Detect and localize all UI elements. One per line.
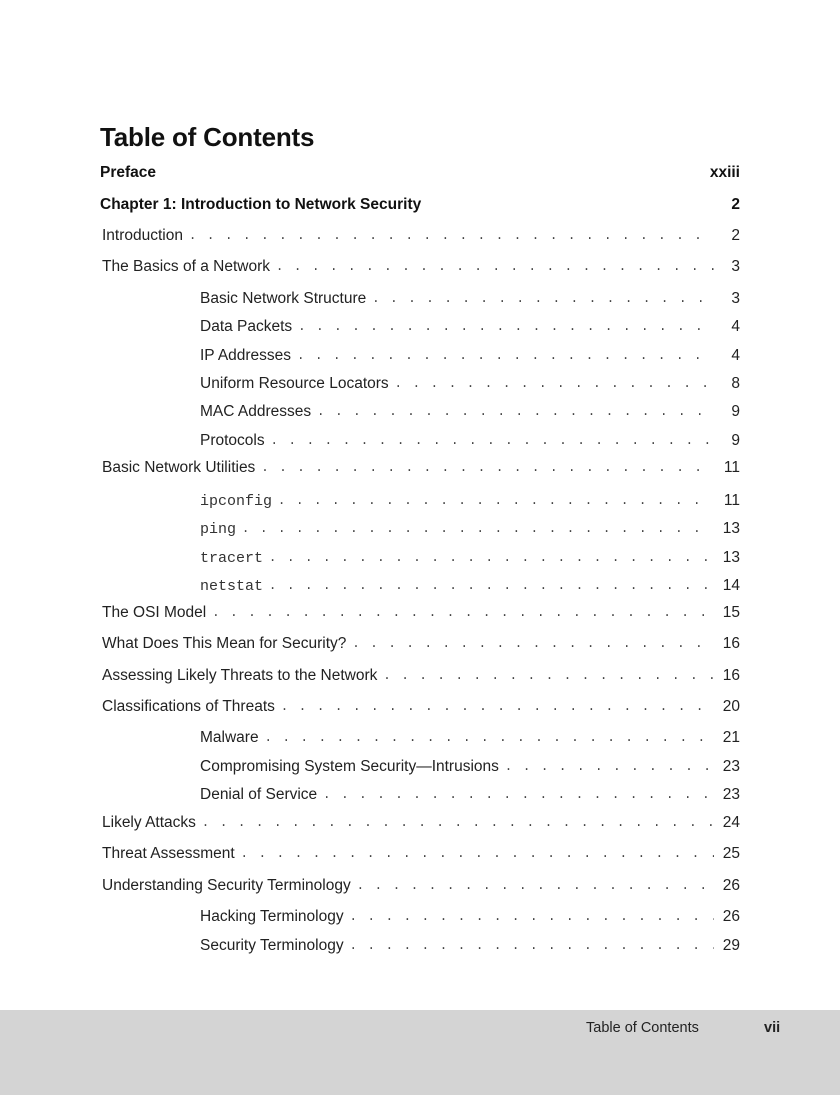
toc-entry-likely-attacks[interactable] [102,812,740,832]
dot-leader [352,636,714,653]
page-footer [0,1010,840,1095]
dot-leader [278,493,714,510]
toc-entry-threat-assessment[interactable] [102,843,740,863]
toc-entry-label: ipconfig [200,493,273,510]
toc-entry-label: Classifications of Threats [102,698,275,715]
toc-page-number: 20 [722,698,740,715]
toc-heading-label: Preface [100,164,157,181]
toc-page-number: 4 [731,318,740,335]
toc-entry-label: MAC Addresses [200,403,312,420]
toc-entry-label: Basic Network Structure [200,290,367,307]
toc-entry-osi-model[interactable] [102,602,740,622]
toc-page-number: 16 [722,635,740,652]
toc-page-number: 26 [722,877,740,894]
toc-entry-basics-of-a-network[interactable] [102,256,740,276]
dot-leader [189,228,714,245]
toc-entry-label: Compromising System Security—Intrusions [200,758,499,775]
dot-leader [241,846,714,863]
toc-page-number: xxiii [709,164,740,181]
toc-page-number: 2 [731,227,740,244]
toc-page-number: 21 [722,729,740,746]
dot-leader [202,815,714,832]
dot-leader [269,578,714,595]
toc-page-number: 3 [731,290,740,307]
dot-leader [317,404,714,421]
toc-entry-compromising-system-security[interactable] [200,756,740,776]
toc-entry-label: Likely Attacks [102,814,196,831]
toc-entry-label: What Does This Mean for Security? [102,635,347,652]
toc-entry-basic-network-utilities[interactable] [102,457,740,477]
dot-leader [261,460,714,477]
toc-page-number: 9 [731,432,740,449]
toc-heading-preface[interactable] [100,162,740,182]
footer-section-title: Table of Contents [586,1020,699,1036]
dot-leader [350,938,714,955]
toc-entry-label: netstat [200,578,264,595]
dot-leader [505,759,714,776]
toc-page-number: 29 [722,937,740,954]
toc-page-number: 13 [722,520,740,537]
toc-page-number: 25 [722,845,740,862]
dot-leader [395,376,714,393]
toc-entry-denial-of-service[interactable] [200,784,740,804]
dot-leader [372,291,714,308]
toc-page-number: 11 [723,492,740,509]
toc-entry-label: Introduction [102,227,183,244]
toc-page-number: 23 [722,758,740,775]
dot-leader [271,433,714,450]
toc-entry-uniform-resource-locators[interactable] [200,373,740,393]
toc-page-number: 11 [723,459,740,476]
dot-leader [297,348,714,365]
footer-page-number: vii [764,1020,781,1036]
toc-entry-label: Understanding Security Terminology [102,877,351,894]
toc-entry-ipconfig[interactable] [200,490,740,510]
dot-leader [323,787,714,804]
toc-entry-understanding-security-terminology[interactable] [102,875,740,895]
toc-page-number: 24 [722,814,740,831]
page-title: Table of Contents [100,122,315,152]
toc-page-number: 13 [722,549,740,566]
toc-page-number: 3 [731,258,740,275]
toc-page-number: 14 [722,577,740,594]
toc-entry-mac-addresses[interactable] [200,401,740,421]
toc-entry-label: The Basics of a Network [102,258,270,275]
toc-entry-what-does-this-mean[interactable] [102,633,740,653]
toc-entry-label: IP Addresses [200,347,292,364]
dot-leader [383,668,714,685]
toc-heading-chapter-1[interactable] [100,194,740,214]
toc-entry-label: The OSI Model [102,604,207,621]
toc-heading-label: Chapter 1: Introduction to Network Security [100,196,422,213]
toc-page-number: 8 [731,375,740,392]
dot-leader [265,730,714,747]
toc-entry-netstat[interactable] [200,575,740,595]
dot-leader [350,909,714,926]
toc-entry-label: Malware [200,729,259,746]
dot-leader [298,319,714,336]
toc-page-number: 16 [722,667,740,684]
toc-entry-label: Assessing Likely Threats to the Network [102,667,378,684]
toc-entry-introduction[interactable] [102,225,740,245]
toc-page-number: 23 [722,786,740,803]
toc-entry-label: Denial of Service [200,786,318,803]
toc-page-number: 26 [722,908,740,925]
dot-leader [281,699,714,716]
dot-leader [269,550,714,567]
toc-entry-hacking-terminology[interactable] [200,906,740,926]
dot-leader [357,878,714,895]
toc-entry-label: Data Packets [200,318,293,335]
toc-entry-label: Hacking Terminology [200,908,344,925]
toc-entry-ip-addresses[interactable] [200,345,740,365]
toc-entry-label: ping [200,521,237,538]
toc-entry-label: tracert [200,550,264,567]
toc-entry-basic-network-structure[interactable] [200,288,740,308]
toc-entry-security-terminology[interactable] [200,935,740,955]
dot-leader [242,521,714,538]
toc-page-number: 4 [731,347,740,364]
toc-entry-assessing-likely-threats[interactable] [102,665,740,685]
dot-leader [276,259,714,276]
toc-entry-classifications-of-threats[interactable] [102,696,740,716]
toc-entry-label: Protocols [200,432,265,449]
toc-page-number: 15 [722,604,740,621]
toc-entry-malware[interactable] [200,727,740,747]
toc-entry-label: Basic Network Utilities [102,459,256,476]
toc-entry-label: Uniform Resource Locators [200,375,389,392]
toc-entry-data-packets[interactable] [200,316,740,336]
toc-page-number: 9 [731,403,740,420]
toc-entry-tracert[interactable] [200,547,740,567]
toc-page-number: 2 [731,196,740,213]
toc-entry-ping[interactable] [200,518,740,538]
toc-entry-protocols[interactable] [200,430,740,450]
dot-leader [212,605,714,622]
toc-entry-label: Threat Assessment [102,845,235,862]
toc-entry-label: Security Terminology [200,937,344,954]
